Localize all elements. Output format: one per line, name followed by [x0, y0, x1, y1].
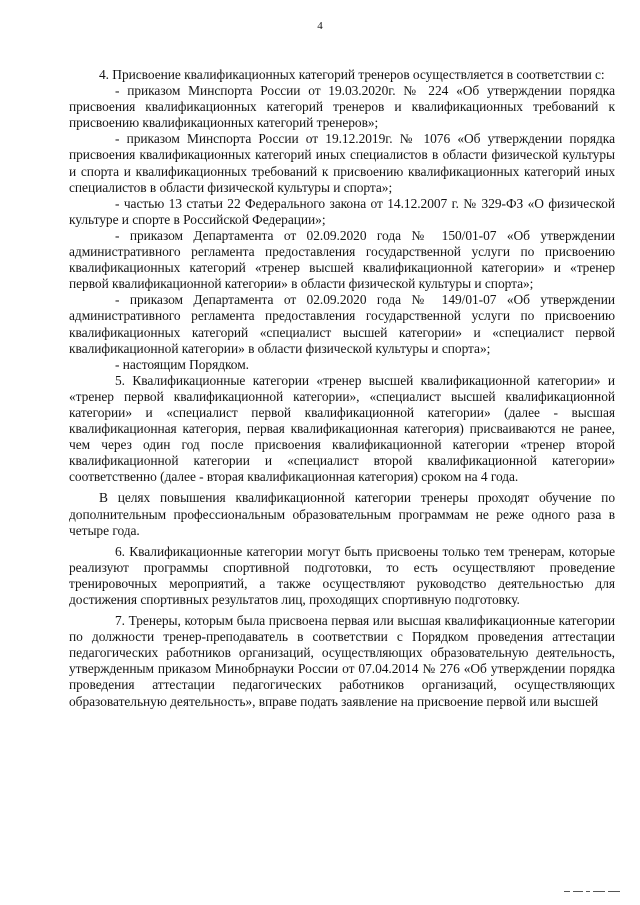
paragraph-training: В целях повышения квалификационной категории тренеры проходят обучение по дополнительным профессиональным образовательным программам не реже одного раза в четыре года.	[69, 490, 615, 538]
list-item-federal-law-329: - частью 13 статьи 22 Федерального закона от 14.12.2007 г. № 329-ФЗ «О физической культуре и спорте в Российской Федерации»;	[69, 195, 615, 227]
page-number: 4	[317, 20, 323, 32]
paragraph-clause-7: 7. Тренеры, которым была присвоена первая или высшая квалификационные категории по должности тренер-преподаватель в соответствии с Порядком проведения аттестации педагогических работников организаций, осуществляющих образовательную деятельность, утвержденным приказом Минобрнауки России от 07.04.2014 № 276 «Об утверждении порядка проведения аттестации педагогических работников организаций, осуществляющих образовательную деятельность», вправе подать заявление на присвоение первой или высшей	[69, 613, 615, 709]
paragraph-clause-6: 6. Квалификационные категории могут быть присвоены только тем тренерам, которые реализуют программы спортивной подготовки, то есть осуществляют проведение тренировочных мероприятий, а также осуществляют руководство деятельностью для достижения спортивных результатов лиц, проходящих спортивную подготовку.	[69, 543, 615, 607]
paragraph-clause-4: 4. Присвоение квалификационных категорий тренеров осуществляется в соответствии с:	[99, 67, 605, 82]
footer-scan-mark	[564, 889, 620, 895]
paragraph-clause-5: 5. Квалификационные категории «тренер высшей квалификационной категории» и «тренер первой квалификационной категории», «специалист высшей квалификационной категории» и «специалист первой квалификационной категории» (далее - высшая квалификационная категория, первая квалификационная категория) присваиваются не ранее, чем через один год после присвоения квалификационной категории «тренер второй квалификационной категории и «специалист второй квалификационной категории» соответственно (далее - вторая квалификационная категория) сроком на 4 года.	[69, 372, 615, 485]
document-body	[69, 67, 615, 710]
list-item-minsport-224: - приказом Минспорта России от 19.03.2020г. № 224 «Об утверждении порядка присвоения квалификационных категорий тренеров и квалификационных требований к присвоению квалификационных категорий тренеров»;	[69, 83, 615, 131]
list-item-department-150: - приказом Департамента от 02.09.2020 года № 150/01-07 «Об утверждении административного регламента предоставления государственной услуги по присвоению квалификационных категорий «тренер высшей квалификационной категории» и «тренер первой квалификационной категории» в области физической культуры и спорта»;	[69, 227, 615, 292]
list-item-department-149: - приказом Департамента от 02.09.2020 года № 149/01-07 «Об утверждении административного регламента предоставления государственной услуги по присвоению квалификационных категорий «специалист высшей категории» и «специалист первой квалификационной категории» в области физической культуры и спорта»;	[69, 292, 615, 356]
list-item-this-procedure: - настоящим Порядком.	[115, 356, 249, 372]
list-item-minsport-1076: - приказом Минспорта России от 19.12.2019г. № 1076 «Об утверждении порядка присвоения квалификационных категорий иных специалистов в области физической культуры и спорта и квалификационных требований к присвоению квалификационных категорий иных специалистов в области физической культуры и спорта»;	[69, 131, 615, 195]
